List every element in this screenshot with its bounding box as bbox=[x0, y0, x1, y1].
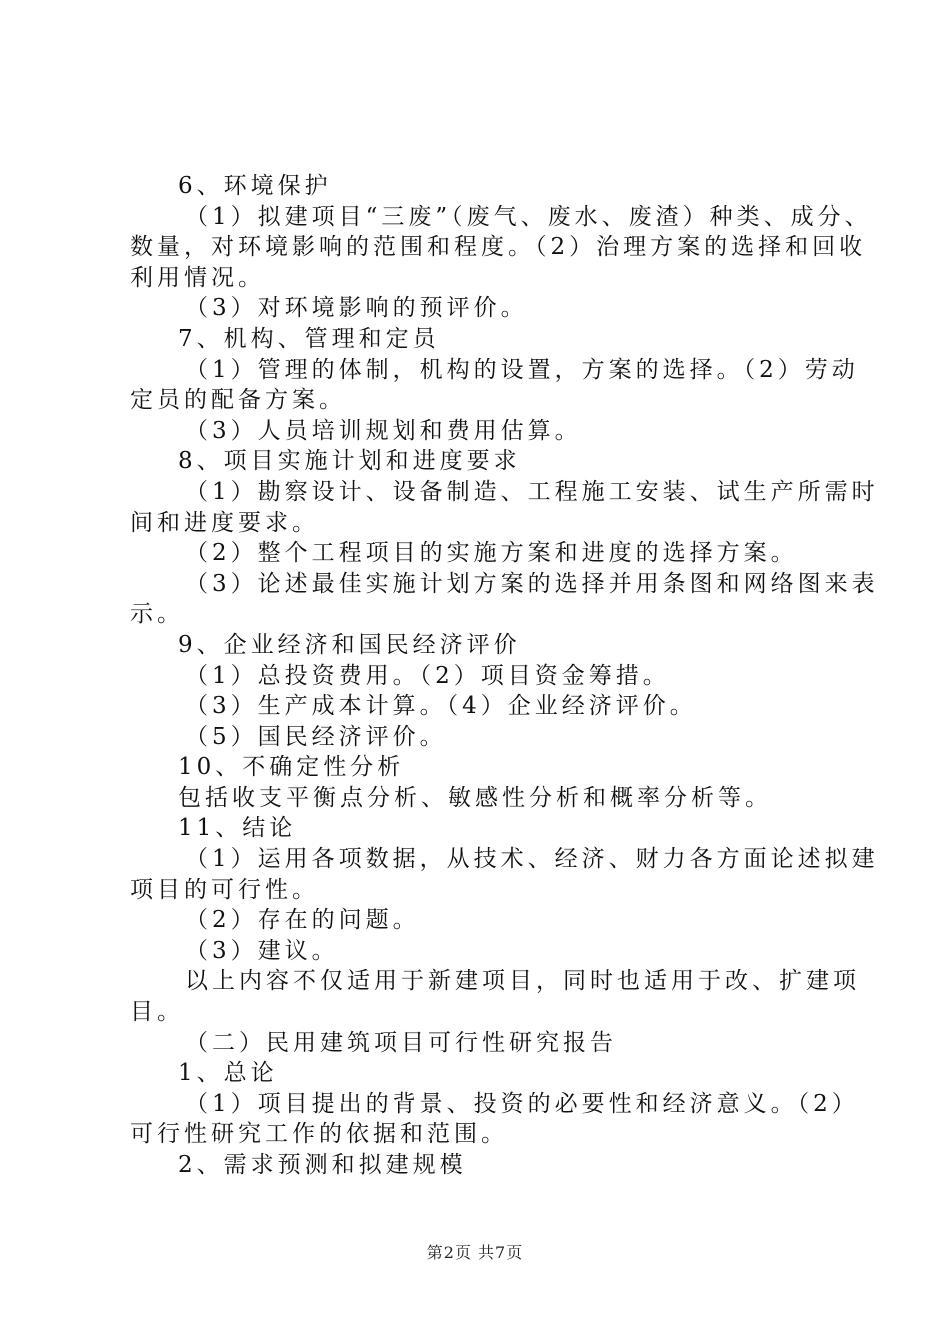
paragraph-line: （3）人员培训规划和费用估算。 bbox=[185, 417, 582, 444]
paragraph-line: （1）管理的体制，机构的设置，方案的选择。（2）劳动 bbox=[185, 356, 859, 383]
section-heading: 9、企业经济和国民经济评价 bbox=[178, 631, 521, 658]
paragraph-line: 目。 bbox=[130, 999, 184, 1026]
paragraph-line: （2）整个工程项目的实施方案和进度的选择方案。 bbox=[185, 540, 798, 567]
paragraph-line: （1）运用各项数据，从技术、经济、财力各方面论述拟建 bbox=[185, 846, 879, 873]
page-number-footer: 第2页 共7页 bbox=[426, 1243, 524, 1262]
paragraph-line: （3）对环境影响的预评价。 bbox=[185, 295, 528, 322]
section-heading: 6、环境保护 bbox=[178, 173, 332, 199]
paragraph-line: （1）拟建项目“三废”（废气、废水、废渣）种类、成分、 bbox=[185, 203, 872, 230]
section-heading: （二）民用建筑项目可行性研究报告 bbox=[185, 1029, 617, 1056]
paragraph-line: （1）勘察设计、设备制造、工程施工安装、试生产所需时 bbox=[185, 478, 879, 505]
section-heading: 8、项目实施计划和进度要求 bbox=[178, 448, 521, 475]
paragraph-line: 数量，对环境影响的范围和程度。（2）治理方案的选择和回收 bbox=[130, 234, 867, 261]
paragraph-line: （1）项目提出的背景、投资的必要性和经济意义。（2） bbox=[185, 1090, 859, 1117]
section-heading: 1、总论 bbox=[178, 1060, 278, 1087]
paragraph-line: （1）总投资费用。（2）项目资金筹措。 bbox=[185, 662, 670, 689]
section-heading: 7、机构、管理和定员 bbox=[178, 325, 440, 352]
paragraph-line: 定员的配备方案。 bbox=[130, 387, 346, 414]
paragraph-line: 项目的可行性。 bbox=[130, 876, 319, 903]
document-body bbox=[130, 171, 879, 1181]
section-heading: 10、不确定性分析 bbox=[178, 754, 405, 781]
paragraph-line: 利用情况。 bbox=[130, 264, 265, 291]
paragraph-line: （3）生产成本计算。（4）企业经济评价。 bbox=[185, 693, 697, 720]
paragraph-line: 间和进度要求。 bbox=[130, 509, 319, 536]
section-heading: 11、结论 bbox=[178, 815, 297, 842]
paragraph-line: 以上内容不仅适用于新建项目，同时也适用于改、扩建项 bbox=[185, 968, 860, 995]
paragraph-line: 示。 bbox=[130, 601, 184, 628]
paragraph-line: 包括收支平衡点分析、敏感性分析和概率分析等。 bbox=[178, 784, 772, 811]
paragraph-line: （3）建议。 bbox=[185, 937, 339, 964]
paragraph-line: （2）存在的问题。 bbox=[185, 907, 420, 934]
section-heading: 2、需求预测和拟建规模 bbox=[178, 1152, 467, 1178]
paragraph-line: 可行性研究工作的依据和范围。 bbox=[130, 1121, 508, 1148]
paragraph-line: （5）国民经济评价。 bbox=[185, 723, 447, 750]
paragraph-line: （3）论述最佳实施计划方案的选择并用条图和网络图来表 bbox=[185, 570, 879, 597]
